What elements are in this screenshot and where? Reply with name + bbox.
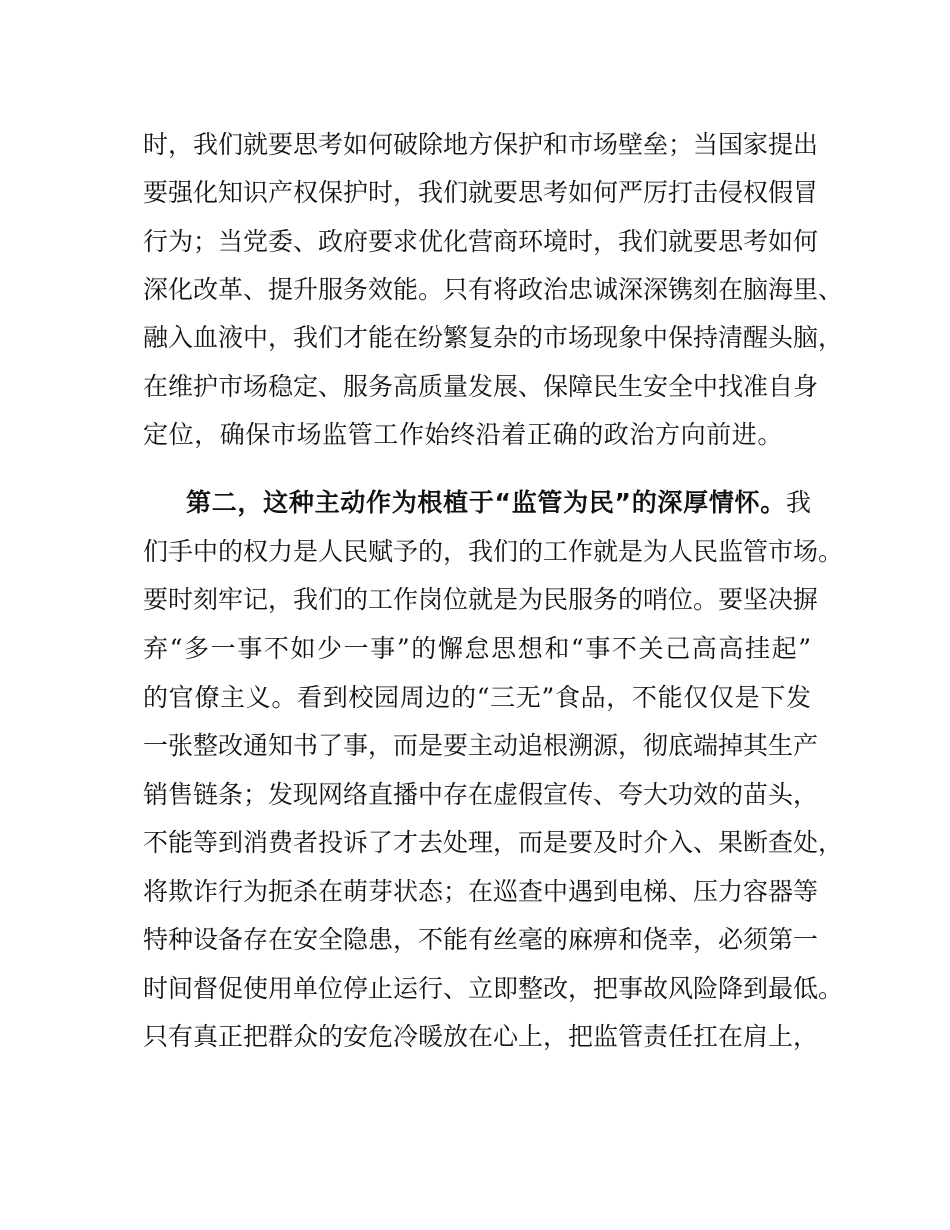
text-line: 不能等到消费者投诉了才去处理，而是要及时介入、果断查处， — [143, 828, 844, 857]
text-line: 融入血液中，我们才能在纷繁复杂的市场现象中保持清醒头脑， — [143, 323, 844, 352]
text-line: 定位，确保市场监管工作始终沿着正确的政治方向前进。 — [143, 420, 784, 449]
text-line: 销售链条；发现网络直播中存在虚假宣传、夸大功效的苗头， — [143, 780, 819, 809]
text-line: 们手中的权力是人民赋予的，我们的工作就是为人民监管市场。 — [143, 537, 844, 566]
paragraph-heading: 第二，这种主动作为根植于“监管为民”的深厚情怀。 — [186, 488, 786, 517]
text-line: 时，我们就要思考如何破除地方保护和市场壁垒；当国家提出 — [143, 130, 819, 159]
text-line: 在维护市场稳定、服务高质量发展、保障民生安全中找准自身 — [143, 372, 819, 401]
text-line: 行为；当党委、政府要求优化营商环境时，我们就要思考如何 — [143, 227, 819, 256]
text-span: 我 — [785, 488, 811, 517]
text-line: 深化改革、提升服务效能。只有将政治忠诚深深镌刻在脑海里、 — [143, 275, 844, 304]
text-line: 一张整改通知书了事，而是要主动追根溯源，彻底端掉其生产 — [143, 731, 819, 760]
text-line: 的官僚主义。看到校园周边的“三无”食品，不能仅仅是下发 — [143, 683, 811, 712]
text-line: 要强化知识产权保护时，我们就要思考如何严厉打击侵权假冒 — [143, 178, 819, 207]
text-line: 只有真正把群众的安危冷暖放在心上，把监管责任扛在肩上， — [143, 1022, 819, 1051]
text-line: 特种设备存在安全隐患，不能有丝毫的麻痹和侥幸，必须第一 — [143, 925, 819, 954]
text-line — [186, 486, 811, 520]
text-line: 要时刻牢记，我们的工作岗位就是为民服务的哨位。要坚决摒 — [143, 585, 819, 614]
text-line: 时间督促使用单位停止运行、立即整改，把事故风险降到最低。 — [143, 974, 844, 1003]
text-line: 将欺诈行为扼杀在萌芽状态；在巡查中遇到电梯、压力容器等 — [143, 877, 819, 906]
text-line: 弃“多一事不如少一事”的懈怠思想和“事不关己高高挂起” — [143, 634, 811, 663]
